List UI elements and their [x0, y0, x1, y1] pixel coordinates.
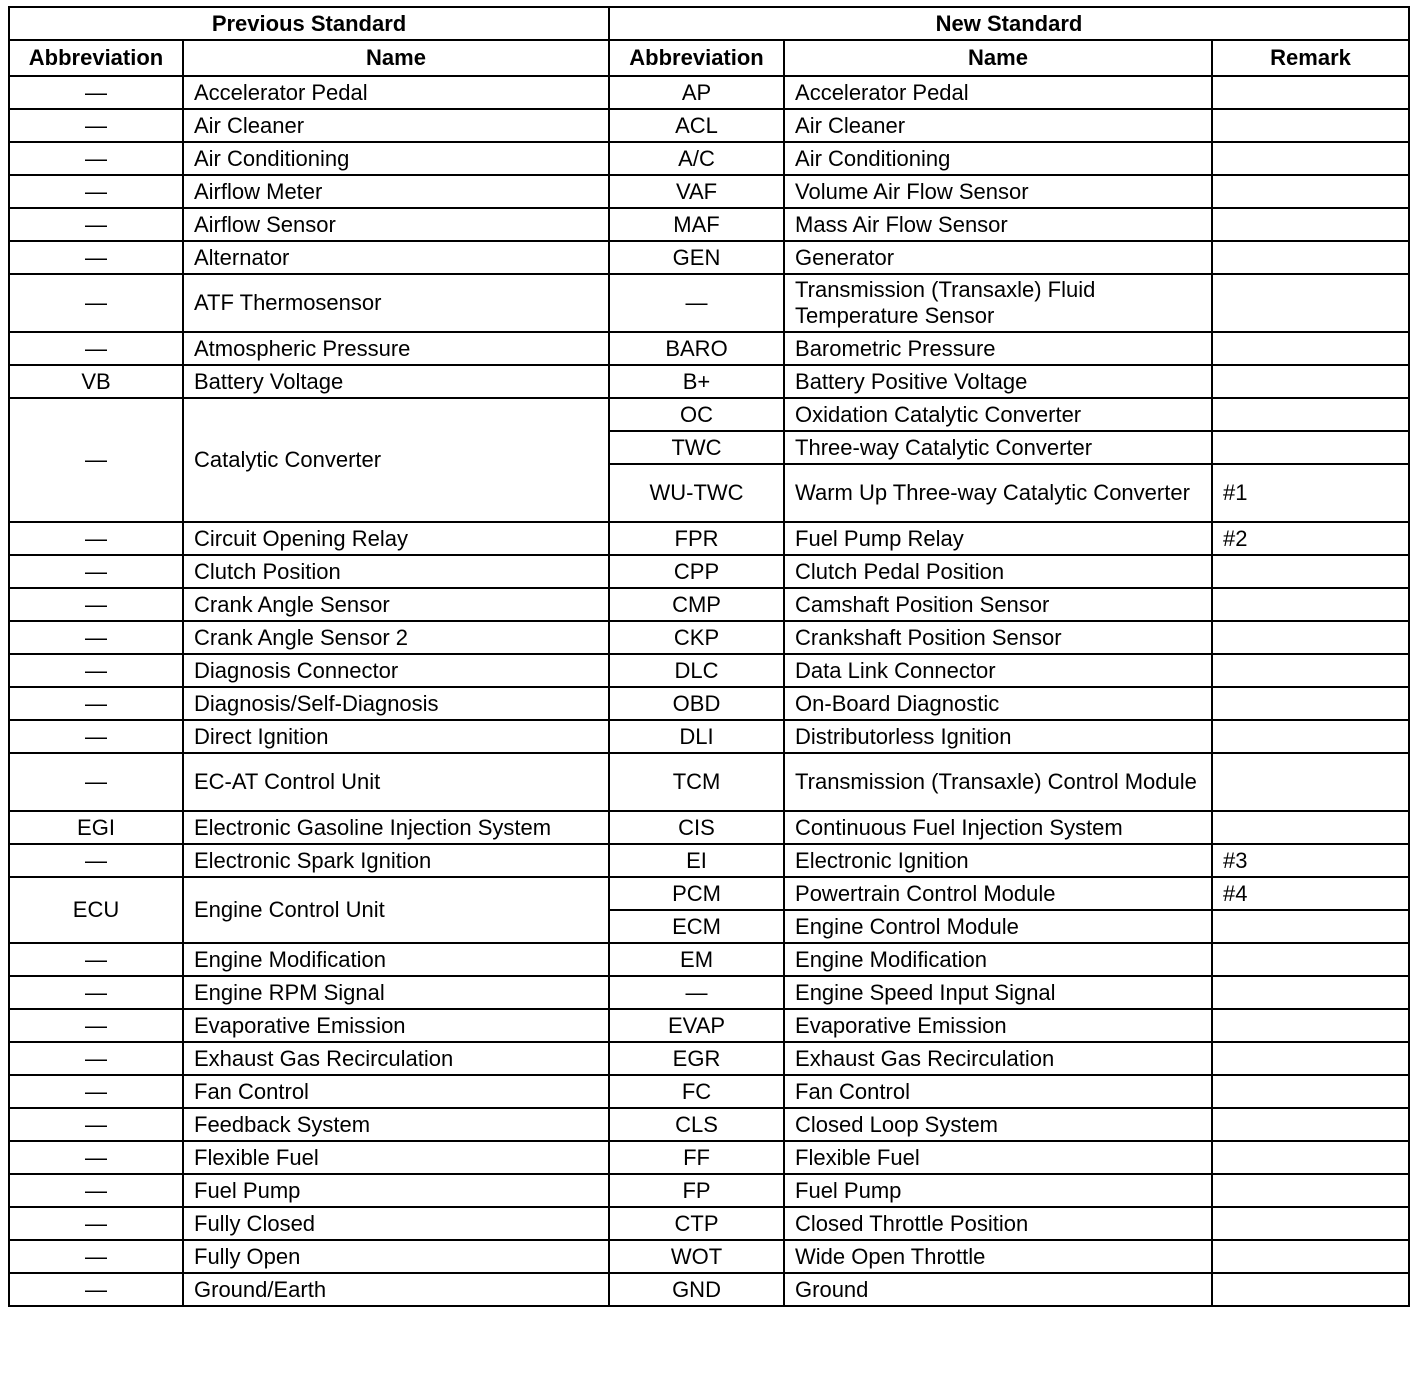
table-row	[9, 555, 1409, 588]
remark-cell: #1	[1212, 464, 1409, 522]
prev-name-header: Name	[183, 40, 609, 76]
new-name-cell: Engine Modification	[784, 943, 1212, 976]
remark-cell	[1212, 241, 1409, 274]
previous-name-cell: Fuel Pump	[183, 1174, 609, 1207]
new-abbreviation-cell: BARO	[609, 332, 784, 365]
new-name-cell: Fan Control	[784, 1075, 1212, 1108]
previous-abbreviation-cell: —	[9, 588, 183, 621]
table-row	[9, 720, 1409, 753]
previous-name-cell: Diagnosis/Self-Diagnosis	[183, 687, 609, 720]
previous-name-cell: Engine Modification	[183, 943, 609, 976]
previous-name-cell: Crank Angle Sensor 2	[183, 621, 609, 654]
table-row	[9, 398, 1409, 431]
new-name-cell: Generator	[784, 241, 1212, 274]
new-abbreviation-cell: CMP	[609, 588, 784, 621]
previous-abbreviation-cell: —	[9, 241, 183, 274]
table-body	[9, 76, 1409, 1306]
previous-name-cell: Air Conditioning	[183, 142, 609, 175]
new-name-cell: Fuel Pump Relay	[784, 522, 1212, 555]
previous-abbreviation-cell: —	[9, 976, 183, 1009]
table-row	[9, 1207, 1409, 1240]
remark-cell	[1212, 431, 1409, 464]
previous-name-cell: EC-AT Control Unit	[183, 753, 609, 811]
table-row	[9, 1075, 1409, 1108]
remark-cell	[1212, 76, 1409, 109]
table-row	[9, 877, 1409, 910]
previous-abbreviation-cell: VB	[9, 365, 183, 398]
table-row	[9, 208, 1409, 241]
table-row	[9, 1273, 1409, 1306]
new-abbreviation-cell: A/C	[609, 142, 784, 175]
remark-cell	[1212, 274, 1409, 332]
new-abbreviation-cell: CTP	[609, 1207, 784, 1240]
table-row	[9, 1240, 1409, 1273]
previous-abbreviation-cell: —	[9, 1009, 183, 1042]
new-name-cell: Ground	[784, 1273, 1212, 1306]
previous-abbreviation-cell: —	[9, 844, 183, 877]
new-abbreviation-cell: DLC	[609, 654, 784, 687]
new-name-cell: Fuel Pump	[784, 1174, 1212, 1207]
new-name-cell: Powertrain Control Module	[784, 877, 1212, 910]
new-name-cell: Exhaust Gas Recirculation	[784, 1042, 1212, 1075]
previous-abbreviation-cell: ECU	[9, 877, 183, 943]
remark-cell	[1212, 109, 1409, 142]
new-abbreviation-cell: GND	[609, 1273, 784, 1306]
table-row	[9, 76, 1409, 109]
table-row	[9, 175, 1409, 208]
new-abbreviation-cell: FF	[609, 1141, 784, 1174]
previous-name-cell: Atmospheric Pressure	[183, 332, 609, 365]
remark-cell: #2	[1212, 522, 1409, 555]
remark-cell: #4	[1212, 877, 1409, 910]
new-name-cell: Crankshaft Position Sensor	[784, 621, 1212, 654]
remark-cell	[1212, 1240, 1409, 1273]
previous-name-cell: Direct Ignition	[183, 720, 609, 753]
remark-cell	[1212, 1075, 1409, 1108]
remark-cell	[1212, 1108, 1409, 1141]
remark-cell	[1212, 1141, 1409, 1174]
new-name-cell: Transmission (Transaxle) Control Module	[784, 753, 1212, 811]
previous-name-cell: Circuit Opening Relay	[183, 522, 609, 555]
previous-name-cell: Fully Open	[183, 1240, 609, 1273]
previous-abbreviation-cell: —	[9, 274, 183, 332]
new-abbreviation-cell: MAF	[609, 208, 784, 241]
header-row-groups	[9, 7, 1409, 40]
new-abbreviation-cell: CKP	[609, 621, 784, 654]
previous-abbreviation-cell: —	[9, 687, 183, 720]
table-row	[9, 943, 1409, 976]
table-row	[9, 753, 1409, 811]
previous-abbreviation-cell: —	[9, 1108, 183, 1141]
new-abbreviation-cell: GEN	[609, 241, 784, 274]
new-abbreviation-cell: FPR	[609, 522, 784, 555]
new-abbreviation-cell: OBD	[609, 687, 784, 720]
new-name-header: Name	[784, 40, 1212, 76]
previous-name-cell: Airflow Meter	[183, 175, 609, 208]
previous-abbreviation-cell: —	[9, 720, 183, 753]
new-abbreviation-cell: FC	[609, 1075, 784, 1108]
new-abbreviation-cell: —	[609, 976, 784, 1009]
new-abbreviation-cell: AP	[609, 76, 784, 109]
table-row	[9, 976, 1409, 1009]
table-row	[9, 332, 1409, 365]
remark-cell	[1212, 1042, 1409, 1075]
table-row	[9, 654, 1409, 687]
abbreviation-table	[8, 6, 1410, 1307]
remark-cell	[1212, 208, 1409, 241]
previous-name-cell: Catalytic Converter	[183, 398, 609, 522]
previous-name-cell: Crank Angle Sensor	[183, 588, 609, 621]
previous-standard-header: Previous Standard	[9, 7, 609, 40]
remark-cell	[1212, 1009, 1409, 1042]
previous-abbreviation-cell: —	[9, 1240, 183, 1273]
previous-name-cell: Alternator	[183, 241, 609, 274]
previous-name-cell: Exhaust Gas Recirculation	[183, 1042, 609, 1075]
table-row	[9, 109, 1409, 142]
new-name-cell: Engine Control Module	[784, 910, 1212, 943]
new-name-cell: Air Cleaner	[784, 109, 1212, 142]
remark-cell	[1212, 1207, 1409, 1240]
new-abbreviation-cell: TWC	[609, 431, 784, 464]
previous-name-cell: Fully Closed	[183, 1207, 609, 1240]
table-row	[9, 1174, 1409, 1207]
previous-name-cell: Flexible Fuel	[183, 1141, 609, 1174]
new-abbreviation-cell: PCM	[609, 877, 784, 910]
previous-abbreviation-cell: —	[9, 522, 183, 555]
new-abbreviation-cell: FP	[609, 1174, 784, 1207]
new-abbreviation-cell: CIS	[609, 811, 784, 844]
remark-cell	[1212, 621, 1409, 654]
previous-name-cell: Ground/Earth	[183, 1273, 609, 1306]
new-abbreviation-cell: CPP	[609, 555, 784, 588]
previous-abbreviation-cell: —	[9, 753, 183, 811]
remark-cell	[1212, 142, 1409, 175]
new-abbreviation-cell: WOT	[609, 1240, 784, 1273]
new-abbreviation-cell: EGR	[609, 1042, 784, 1075]
new-name-cell: Evaporative Emission	[784, 1009, 1212, 1042]
remark-cell	[1212, 398, 1409, 431]
previous-abbreviation-cell: —	[9, 1207, 183, 1240]
remark-cell	[1212, 811, 1409, 844]
previous-abbreviation-cell: —	[9, 1141, 183, 1174]
previous-abbreviation-cell: EGI	[9, 811, 183, 844]
new-abbreviation-cell: ACL	[609, 109, 784, 142]
new-abbreviation-cell: —	[609, 274, 784, 332]
table-row	[9, 142, 1409, 175]
table-row	[9, 588, 1409, 621]
previous-name-cell: Engine Control Unit	[183, 877, 609, 943]
remark-cell	[1212, 687, 1409, 720]
new-abbreviation-cell: B+	[609, 365, 784, 398]
new-name-cell: Continuous Fuel Injection System	[784, 811, 1212, 844]
previous-abbreviation-cell: —	[9, 142, 183, 175]
new-name-cell: Wide Open Throttle	[784, 1240, 1212, 1273]
previous-name-cell: Clutch Position	[183, 555, 609, 588]
previous-name-cell: Electronic Spark Ignition	[183, 844, 609, 877]
new-name-cell: Clutch Pedal Position	[784, 555, 1212, 588]
abbreviation-table-container	[8, 6, 1410, 1307]
remark-cell	[1212, 720, 1409, 753]
previous-name-cell: Electronic Gasoline Injection System	[183, 811, 609, 844]
previous-name-cell: Battery Voltage	[183, 365, 609, 398]
new-abbreviation-cell: CLS	[609, 1108, 784, 1141]
remark-cell	[1212, 175, 1409, 208]
previous-abbreviation-cell: —	[9, 1075, 183, 1108]
remark-cell	[1212, 332, 1409, 365]
table-row	[9, 687, 1409, 720]
table-row	[9, 1009, 1409, 1042]
new-abbreviation-cell: DLI	[609, 720, 784, 753]
new-name-cell: Three-way Catalytic Converter	[784, 431, 1212, 464]
new-name-cell: Oxidation Catalytic Converter	[784, 398, 1212, 431]
previous-name-cell: Evaporative Emission	[183, 1009, 609, 1042]
table-row	[9, 274, 1409, 332]
new-abbreviation-cell: TCM	[609, 753, 784, 811]
table-row	[9, 1108, 1409, 1141]
previous-abbreviation-cell: —	[9, 654, 183, 687]
remark-cell	[1212, 365, 1409, 398]
previous-name-cell: Air Cleaner	[183, 109, 609, 142]
prev-abbreviation-header: Abbreviation	[9, 40, 183, 76]
new-standard-header: New Standard	[609, 7, 1409, 40]
new-name-cell: Warm Up Three-way Catalytic Converter	[784, 464, 1212, 522]
new-name-cell: Camshaft Position Sensor	[784, 588, 1212, 621]
new-name-cell: Distributorless Ignition	[784, 720, 1212, 753]
header-row-columns	[9, 40, 1409, 76]
remark-cell	[1212, 753, 1409, 811]
remark-cell	[1212, 588, 1409, 621]
new-name-cell: On-Board Diagnostic	[784, 687, 1212, 720]
table-row	[9, 522, 1409, 555]
previous-name-cell: ATF Thermosensor	[183, 274, 609, 332]
previous-abbreviation-cell: —	[9, 208, 183, 241]
table-row	[9, 811, 1409, 844]
previous-abbreviation-cell: —	[9, 76, 183, 109]
new-name-cell: Data Link Connector	[784, 654, 1212, 687]
previous-abbreviation-cell: —	[9, 555, 183, 588]
table-row	[9, 365, 1409, 398]
new-abbreviation-cell: VAF	[609, 175, 784, 208]
table-row	[9, 241, 1409, 274]
new-abbreviation-cell: OC	[609, 398, 784, 431]
new-abbreviation-cell: EI	[609, 844, 784, 877]
new-name-cell: Electronic Ignition	[784, 844, 1212, 877]
new-name-cell: Flexible Fuel	[784, 1141, 1212, 1174]
remark-cell: #3	[1212, 844, 1409, 877]
table-row	[9, 844, 1409, 877]
previous-abbreviation-cell: —	[9, 175, 183, 208]
previous-abbreviation-cell: —	[9, 1273, 183, 1306]
remark-cell	[1212, 910, 1409, 943]
previous-name-cell: Fan Control	[183, 1075, 609, 1108]
new-name-cell: Closed Throttle Position	[784, 1207, 1212, 1240]
table-row	[9, 621, 1409, 654]
previous-abbreviation-cell: —	[9, 398, 183, 522]
previous-abbreviation-cell: —	[9, 943, 183, 976]
previous-name-cell: Airflow Sensor	[183, 208, 609, 241]
new-abbreviation-cell: WU-TWC	[609, 464, 784, 522]
remark-header: Remark	[1212, 40, 1409, 76]
remark-cell	[1212, 943, 1409, 976]
previous-abbreviation-cell: —	[9, 1174, 183, 1207]
previous-name-cell: Diagnosis Connector	[183, 654, 609, 687]
remark-cell	[1212, 1174, 1409, 1207]
new-name-cell: Barometric Pressure	[784, 332, 1212, 365]
new-name-cell: Accelerator Pedal	[784, 76, 1212, 109]
new-name-cell: Transmission (Transaxle) Fluid Temperature Sensor	[784, 274, 1212, 332]
new-name-cell: Battery Positive Voltage	[784, 365, 1212, 398]
new-abbreviation-cell: EM	[609, 943, 784, 976]
new-abbreviation-cell: ECM	[609, 910, 784, 943]
previous-abbreviation-cell: —	[9, 1042, 183, 1075]
remark-cell	[1212, 1273, 1409, 1306]
table-row	[9, 1141, 1409, 1174]
previous-abbreviation-cell: —	[9, 109, 183, 142]
new-abbreviation-cell: EVAP	[609, 1009, 784, 1042]
new-abbreviation-header: Abbreviation	[609, 40, 784, 76]
new-name-cell: Closed Loop System	[784, 1108, 1212, 1141]
previous-abbreviation-cell: —	[9, 621, 183, 654]
new-name-cell: Volume Air Flow Sensor	[784, 175, 1212, 208]
previous-name-cell: Engine RPM Signal	[183, 976, 609, 1009]
previous-name-cell: Accelerator Pedal	[183, 76, 609, 109]
remark-cell	[1212, 654, 1409, 687]
table-row	[9, 1042, 1409, 1075]
new-name-cell: Mass Air Flow Sensor	[784, 208, 1212, 241]
previous-name-cell: Feedback System	[183, 1108, 609, 1141]
remark-cell	[1212, 555, 1409, 588]
new-name-cell: Engine Speed Input Signal	[784, 976, 1212, 1009]
previous-abbreviation-cell: —	[9, 332, 183, 365]
new-name-cell: Air Conditioning	[784, 142, 1212, 175]
remark-cell	[1212, 976, 1409, 1009]
